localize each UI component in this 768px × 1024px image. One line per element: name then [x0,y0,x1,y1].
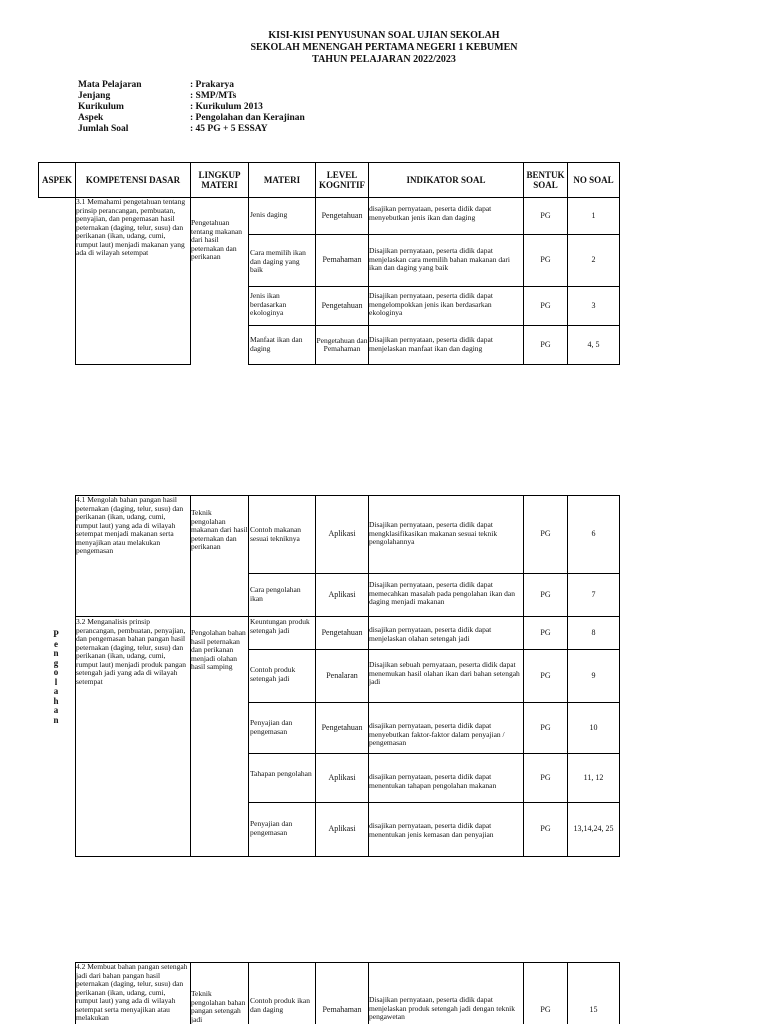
cell-materi: Contoh produk ikan dan daging [250,997,310,1014]
cell-level: Pengetahuan [321,300,363,310]
cell-bentuk: PG [540,210,551,220]
cell-bentuk: PG [540,1004,551,1014]
meta-value: : Kurikulum 2013 [190,102,263,112]
meta-value: : 45 PG + 5 ESSAY [190,124,268,134]
aspek-letter: h [53,695,59,706]
kd-4-1: 4.1 Mengolah bahan pangan hasil peternakan (daging, telur, susu) dan perikanan (ikan, udang, cumi, rumput laut) yang ada di wilayah setempat menjadi makanan serta menyajikan atau melakukan pengemasan [76,496,184,555]
meta-value: : SMP/MTs [190,91,237,101]
meta-jumlah-soal [78,124,268,135]
aspek-letter: l [54,676,58,687]
cell-bentuk: PG [540,670,551,680]
cell-no: 7 [591,589,596,599]
cell-no: 10 [589,722,598,732]
cell-bentuk: PG [540,627,551,637]
cell-bentuk: PG [540,589,551,599]
cell-level: Pemahaman [322,255,362,265]
meta-value: : Prakarya [190,80,235,90]
cell-materi: Contoh makanan sesuai tekniknya [250,526,302,543]
aspek-letter: o [53,667,59,677]
cell-no: 15 [589,1004,598,1014]
cell-level: Pengetahuan [321,210,363,220]
meta-key: Aspek [78,113,104,123]
cell-no: 8 [591,627,596,637]
aspek-letter: e [54,638,58,649]
kd-3-2: 3.2 Menganalisis prinsip perancangan, pembuatan, penyajian, dan pengemasan bahan pangan hasil peternakan (daging, telur, susu) dan perikanan (ikan, udang, cumi, rumput laut) menjadi produk pangan setengah jadi yang ada di wilayah setempat [76,618,186,686]
aspek-letter: n [53,648,59,658]
meta-kurikulum [78,102,263,113]
cell-level: Pengetahuan [321,722,363,732]
cell-materi: Cara pengolahan ikan [250,586,301,603]
cell-indikator: Disajikan sebuah pernyataan, peserta didik dapat menemukan hasil olahan ikan dari bahan setengah jadi [369,661,520,686]
col-header-aspek: ASPEK [41,175,72,185]
aspek-vertical-label [38,630,74,725]
meta-value: : Pengolahan dan Kerajinan [190,113,305,123]
meta-key: Jenjang [78,91,111,101]
cell-indikator: disajikan pernyataan, peserta didik dapat menentukan tahapan pengolahan makanan [369,773,497,790]
cell-indikator: Disajikan pernyataan, peserta didik dapat mengelompokkan jenis ikan berdasarkan ekologinya [369,292,493,317]
kd-3-1: 3.1 Memahami pengetahuan tentang prinsip perancangan, pembuatan, penyajian, dan pengemasan hasil peternakan (daging, telur, susu) dan perikanan (ikan, udang, cumi, rumput laut) menjadi makanan yang ada di wilayah setempat [76,198,186,257]
cell-no: 11, 12 [583,772,604,782]
cell-indikator: disajikan pernyataan, peserta didik dapat menentukan jenis kemasan dan penyajian [369,822,494,839]
kd-4-2: 4.2 Membuat bahan pangan setengah jadi dari bahan pangan hasil peternakan (daging, telur, susu) dan perikanan (ikan, udang, cumi, rumput laut) yang ada di wilayah setempat serta menyajikan atau melakukan [76,963,188,1022]
col-header-level-kognitif: LEVEL KOGNITIF [318,170,365,190]
cell-materi: Jenis ikan berdasarkan ekologinya [250,292,287,317]
aspek-letter: g [53,657,59,668]
cell-bentuk: PG [540,300,551,310]
cell-no: 2 [591,255,596,265]
lingkup-4-1: Teknik pengolahan makanan dari hasil peternakan dan perikanan [191,509,248,551]
meta-key: Jumlah Soal [78,124,129,134]
cell-indikator: disajikan pernyataan, peserta didik dapat menyebutkan faktor-faktor dalam penyajian / pengemasan [369,722,505,747]
doc-title-line2: SEKOLAH MENENGAH PERTAMA NEGERI 1 KEBUMEN [250,42,518,53]
col-header-no-soal: NO SOAL [573,175,614,185]
cell-materi: Manfaat ikan dan daging [250,336,303,353]
cell-indikator: Disajikan pernyataan, peserta didik dapat menjelaskan produk setengah jadi dengan teknik pengawetan [369,996,515,1021]
cell-indikator: Disajikan pernyataan, peserta didik dapat memecahkan masalah pada pengolahan ikan dan daging menjadi makanan [369,581,515,606]
cell-level: Penalaran [326,670,358,680]
cell-materi: Contoh produk setengah jadi [250,666,296,683]
lingkup-3-2: Pengolahan bahan hasil peternakan dan perikanan menjadi olahan hasil samping [191,629,246,671]
cell-indikator: Disajikan pernyataan, peserta didik dapat menjelaskan manfaat ikan dan daging [369,336,493,353]
cell-level: Pengetahuan [321,627,363,637]
cell-level: Pengetahuan dan Pemahaman [316,335,368,353]
aspek-letter: P [53,629,59,639]
doc-title-line1: KISI-KISI PENYUSUNAN SOAL UJIAN SEKOLAH [268,30,500,41]
cell-bentuk: PG [540,529,551,539]
cell-no: 13,14,24, 25 [573,824,614,834]
cell-materi: Cara memilih ikan dan daging yang baik [250,249,306,274]
cell-level: Aplikasi [328,772,356,782]
cell-bentuk: PG [540,339,551,349]
cell-no: 4, 5 [587,339,600,349]
meta-key: Mata Pelajaran [78,80,142,90]
meta-jenjang [78,91,236,102]
doc-title-line3: TAHUN PELAJARAN 2022/2023 [312,54,456,65]
cell-materi: Penyajian dan pengemasan [250,719,293,736]
cell-materi: Jenis daging [250,211,288,219]
cell-level: Aplikasi [328,589,356,599]
cell-bentuk: PG [540,255,551,265]
cell-no: 9 [591,670,596,680]
meta-mata-pelajaran [78,80,234,91]
col-header-indikator-soal: INDIKATOR SOAL [406,175,486,185]
col-header-lingkup-materi: LINGKUP MATERI [198,170,241,190]
cell-materi: Tahapan pengolahan [250,770,312,778]
cell-level: Aplikasi [328,824,356,834]
cell-bentuk: PG [540,722,551,732]
lingkup-4-2: Teknik pengolahan bahan pangan setengah jadi [191,990,246,1024]
col-header-kompetensi-dasar: KOMPETENSI DASAR [85,175,181,185]
cell-no: 6 [591,529,596,539]
cell-materi: Penyajian dan pengemasan [250,820,293,837]
col-header-materi: MATERI [263,175,301,185]
col-header-bentuk-soal: BENTUK SOAL [526,170,565,190]
aspek-letter: n [53,714,59,725]
cell-level: Pemahaman [322,1004,362,1014]
cell-level: Aplikasi [328,529,356,539]
cell-indikator: Disajikan pernyataan, peserta didik dapat mengklasifikasikan makanan sesuai teknik pengolahannya [369,521,498,546]
meta-key: Kurikulum [78,102,124,112]
cell-indikator: disajikan pernyataan, peserta didik dapat menyebutkan jenis ikan dan daging [369,205,492,222]
aspek-letter: a [53,705,59,715]
meta-aspek [78,113,305,124]
cell-no: 3 [591,300,596,310]
aspek-letter: a [53,686,59,696]
cell-indikator: Disajikan pernyataan, peserta didik dapat menjelaskan cara memilih bahan makanan dari ikan dan daging yang baik [369,247,510,272]
cell-bentuk: PG [540,772,551,782]
cell-materi: Keuntungan produk setengah jadi [250,618,310,635]
lingkup-3-1: Pengetahuan tentang makanan dari hasil peternakan dan perikanan [191,219,243,261]
cell-bentuk: PG [540,824,551,834]
cell-indikator: disajikan pernyataan, peserta didik dapat menjelaskan olahan setengah jadi [369,626,492,643]
cell-no: 1 [591,210,596,220]
